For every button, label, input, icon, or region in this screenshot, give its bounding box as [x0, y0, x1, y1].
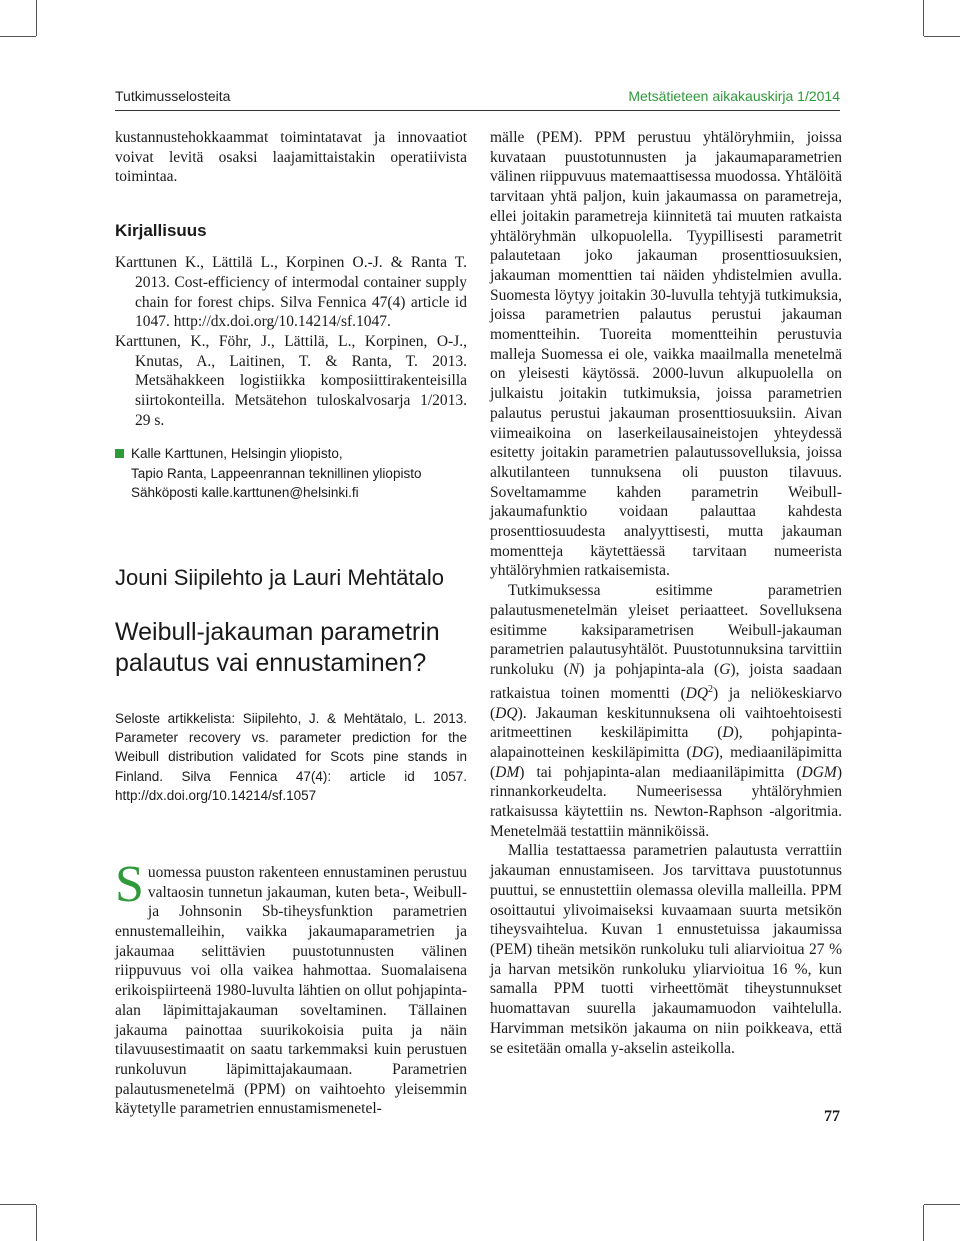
review-source-note: Seloste artikkelista: Siipilehto, J. & Mehtätalo, L. 2013. Parameter recovery vs. parameter prediction for the Weibull distribution validated for Scots pine stands in Finland. Silva Fennica 47(4): article id 1057. http://dx.doi.org/10.14214/sf.1057 [115, 710, 467, 803]
symbol: D [722, 724, 734, 742]
running-header-journal: Metsätieteen aikakauskirja 1/2014 [628, 88, 840, 104]
right-column [490, 128, 842, 1058]
text-run: ), pohjapinta-alapainotteinen keskiläpimitta ( [490, 724, 842, 761]
crop-mark [0, 36, 36, 37]
affiliation-line: Tapio Ranta, Lappeenrannan teknillinen yliopisto [131, 465, 422, 481]
reference-item: Karttunen, K., Föhr, J., Lättilä, L., Korpinen, O-J., Knutas, A., Laitinen, T. & Ranta, T. 2013. Metsähakkeen logistiikka komposiittirakenteisilla siirtokonteilla. Metsätehon tuloskalvosarja 1/2013. 29 s. [115, 332, 467, 429]
symbol: DGM [801, 763, 837, 781]
symbol: DG [691, 743, 715, 761]
crop-mark [36, 1205, 37, 1241]
symbol: G [719, 660, 731, 678]
crop-mark [923, 0, 924, 36]
body-paragraph [490, 581, 842, 841]
text-run: ) tai pohjapinta-alan mediaaniläpimitta ( [519, 763, 802, 781]
text-run: ) ja neliökeskiarvo ( [490, 684, 842, 722]
crop-mark [36, 0, 37, 36]
affiliation [115, 444, 467, 503]
running-header-section: Tutkimusselosteita [115, 88, 231, 104]
article-authors: Jouni Siipilehto ja Lauri Mehtätalo [115, 564, 444, 590]
text-run: ) rinnankorkeudelta. Numeerisessa yhtälöryhmien ratkaisussa käytettiin ns. Newton-Raphson -algoritmia. Menetelmää testattiin männiköissä. [490, 763, 842, 840]
superscript: 2 [708, 683, 714, 695]
text-run: ) ja pohjapinta-ala ( [579, 660, 720, 678]
left-column [115, 128, 467, 1119]
symbol: DQ [495, 704, 518, 722]
crop-mark [923, 1205, 924, 1241]
green-square-icon [115, 449, 124, 458]
symbol: DM [495, 763, 520, 781]
crop-mark [924, 36, 960, 37]
affiliation-line: Kalle Karttunen, Helsingin yliopisto, [131, 446, 343, 462]
text-run: ), mediaaniläpimitta ( [490, 743, 842, 781]
body-text: uomessa puuston rakenteen ennustaminen perustuu valtaosin tunnetun jakauman, kuten beta-, Weibull- ja Johnsonin Sb-tiheysfunktion parametrien ennustemalleihin, vaikka jakaumaparametrien ja jakaumaa selittävien puustotunnusten välinen riippuvuus voi olla vaikea hahmottaa. Suomalaisena erikoispiirteenä 1980-luvulta lähtien on ollut pohjapinta-alan läpimittajakauman soveltaminen. Tällainen jakauma painottaa suurikokoisia puita ja näin tilavuusestimaatit on saatu tarkemmaksi kuin perustuen runkoluvun läpimittajakaumaan. Parametrien palautusmenetelmä (PPM) on vaihtoehto yleisemmin käytetylle parametrien ennustamismenetel- [115, 863, 467, 1118]
text-run: Tutkimuksessa esitimme parametrien palautusmenetelmän yleiset periaatteet. Sovelluksena esitimme kaksiparametrisen Weibull-jakauman parametrien palautusyhtälöt. Puustotunnuksina tarvittiin runkoluku ( [490, 582, 842, 678]
body-paragraph [115, 855, 467, 1119]
crop-mark [924, 1204, 960, 1205]
symbol: DQ [685, 684, 709, 702]
text-run: ), joista saadaan ratkaistua toinen momentti ( [490, 660, 842, 702]
article-title: Weibull-jakauman parametrin palautus vai ennustaminen? [115, 617, 440, 677]
header-rule [115, 110, 840, 111]
references-heading: Kirjallisuus [115, 221, 207, 241]
intro-paragraph: kustannustehokkaammat toimintatavat ja innovaatiot voivat levitä osaksi laajamittaistakin operatiivista toimintaa. [115, 129, 467, 186]
crop-mark [0, 1204, 36, 1205]
affiliation-email: Sähköposti kalle.karttunen@helsinki.fi [131, 485, 359, 501]
body-paragraph: Mallia testattaessa parametrien palautusta verrattiin jakauman ennustamiseen. Jos tarvittava puustotunnus puuttui, se ennustettiin olemassa olevilla malleilla. PPM osoittautui ylivoimaiseksi kuvaamaan suurta metsikön tiheysvaihtelua. Kuvan 1 ennustetuissa jakaumissa (PEM) tiheän metsikön runkoluku tuli aliarvioitua 27 % ja harvan metsikön runkoluku yliarvioitua 16 %, kun samalla PPM tuotti virheettömät tiheystunnukset huomattavan suurella jakaumamuodon vaihtelulla. Harvimman metsikön jakauma on niin poikkeava, että se esitetään omalla y-akselin asteikolla. [490, 842, 842, 1057]
page-number: 77 [824, 1108, 840, 1125]
symbol: N [568, 660, 580, 678]
body-paragraph: mälle (PEM). PPM perustuu yhtälöryhmiin, joissa kuvataan puustotunnusten ja jakaumaparametrien välinen riippuvuus matemaattisessa muodossa. Yhtälöitä tarvitaan yhtä paljon, kuin jakaumassa on parametreja, ellei joitakin parametreja kiinnitetä tai muuten ratkaista yhtälöryhmän ulkopuolella. Tyypillisesti parametrit palautetaan joko jakauman prosenttiosuuksien, jakauman momenttien tai näiden yhdistelmien avulla. Suomesta löytyy joitakin 30-luvulla tehtyjä tutkimuksia, joissa parametrien palautus perustui jakauman momentteihin. Tuoreita momentteihin perustuvia malleja Suomessa ei ole, vaikka maailmalla menetelmä on yleisesti käytössä. 2000-luvun alkupuolella on julkaistu joitakin tutkimuksia, joissa parametrien palautus perustui jakauman prosenttiosuuksiin. Aivan viimeaikoina on laserkeilausaineistojen yhteydessä esitetty joitakin parametrien palautussovelluksia, joissa alkutilanteen tunnuksena oli puuston tilavuus. Soveltamamme kahden parametrin Weibull-jakaumafunktio voidaan palauttaa kahdesta prosenttiosuudesta analyyttisesti, mutta jakauman momentteja käytettäessä tarvitaan numeerista yhtälöryhmien ratkaisemista. [490, 129, 842, 580]
drop-cap: S [115, 855, 144, 913]
reference-item: Karttunen K., Lättilä L., Korpinen O.-J. & Ranta T. 2013. Cost-efficiency of intermodal container supply chain for forest chips. Silva Fennica 47(4) article id 1047. http://dx.doi.org/10.14214/sf.1047. [115, 254, 467, 331]
text-run: ). Jakauman keskitunnuksena oli vaihtoehtoisesti aritmeettinen keskiläpimitta ( [490, 704, 842, 742]
